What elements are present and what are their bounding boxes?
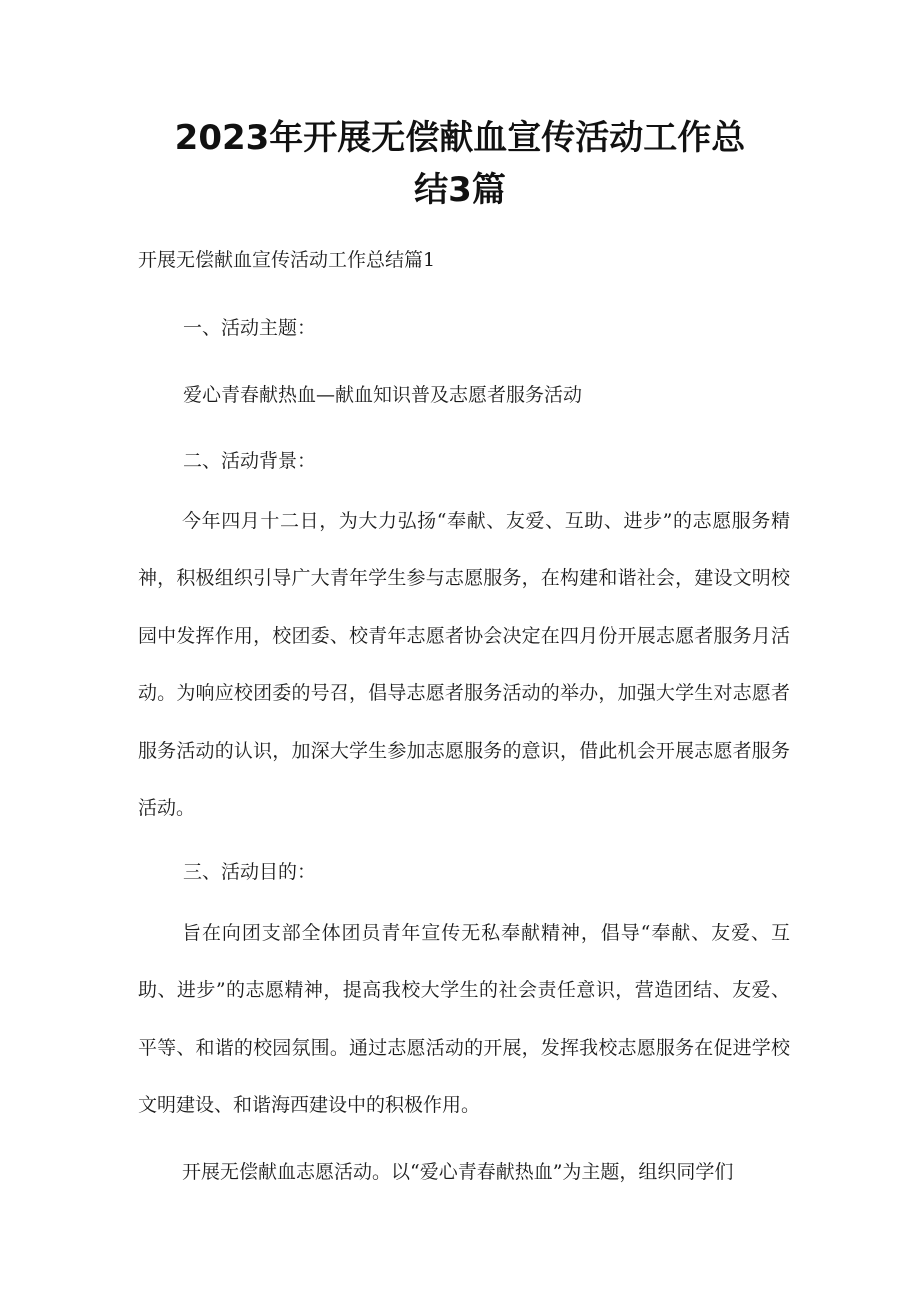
document-title-line-1: 2023年开展无偿献血宣传活动工作总	[174, 118, 746, 158]
heading-activity-purpose: 三、活动目的：	[183, 861, 317, 883]
section-heading: 开展无偿献血宣传活动工作总结篇1	[138, 249, 436, 271]
activity-background-paragraph: 今年四月十二日，为大力弘扬“奉献、友爱、互助、进步”的志愿服务精神，积极组织引导广大青年学生参与志愿服务，在构建和谐社会，建设文明校园中发挥作用，校团委、校青年志愿者协会决定在四月份开展志愿者服务月活动。为响应校团委的号召，倡导志愿者服务活动的举办，加强大学生对志愿者服务活动的认识，加深大学生参加志愿服务的意识，借此机会开展志愿者服务活动。	[138, 510, 790, 820]
heading-activity-background: 二、活动背景：	[183, 450, 317, 472]
activity-purpose-paragraph: 旨在向团支部全体团员青年宣传无私奉献精神，倡导“奉献、友爱、互助、进步”的志愿精神，提高我校大学生的社会责任意识，营造团结、友爱、平等、和谐的校园氛围。通过志愿活动的开展，发挥我校志愿服务在促进学校文明建设、和谐海西建设中的积极作用。	[138, 922, 790, 1117]
document-title-line-2: 结3篇	[414, 170, 506, 210]
blood-donation-paragraph: 开展无偿献血志愿活动。以“爱心青春献热血”为主题，组织同学们	[182, 1161, 734, 1183]
heading-activity-theme: 一、活动主题：	[183, 317, 317, 339]
activity-theme-text: 爱心青春献热血—献血知识普及志愿者服务活动	[183, 384, 583, 406]
